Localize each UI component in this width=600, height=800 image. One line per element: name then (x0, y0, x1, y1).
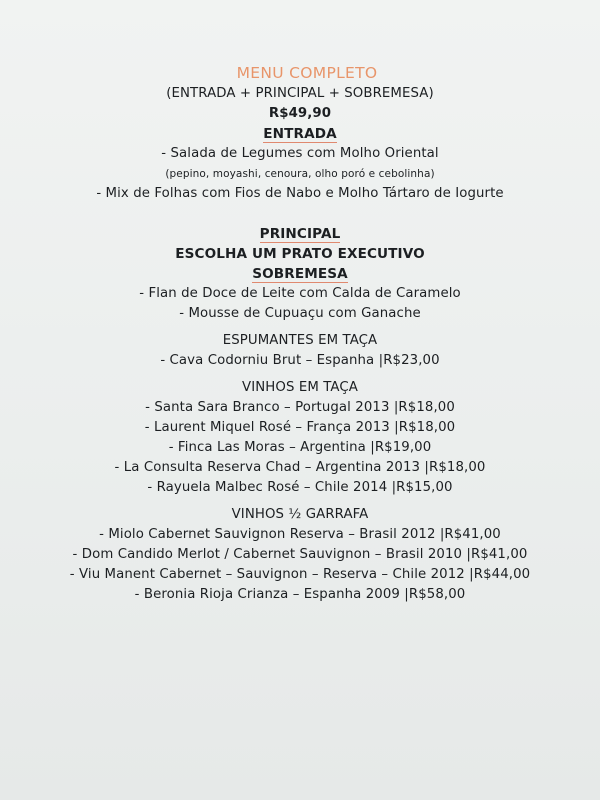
vinhos-taca-item-4: - La Consulta Reserva Chad – Argentina 2013 |R$18,00 (114, 460, 486, 475)
section-heading-vinhos-garrafa: VINHOS ½ GARRAFA (231, 507, 369, 522)
sobremesa-item-1: - Flan de Doce de Leite com Calda de Caramelo (139, 286, 461, 301)
entrada-item-2: - Mix de Folhas com Fios de Nabo e Molho Tártaro de Iogurte (96, 186, 504, 201)
vinhos-garrafa-item-2: - Dom Candido Merlot / Cabernet Sauvignon – Brasil 2010 |R$41,00 (72, 547, 528, 562)
menu-price: R$49,90 (268, 106, 332, 121)
vinhos-garrafa-item-4: - Beronia Rioja Crianza – Espanha 2009 |R$58,00 (134, 587, 466, 602)
vinhos-garrafa-item-3: - Viu Manent Cabernet – Sauvignon – Reserva – Chile 2012 |R$44,00 (69, 567, 531, 582)
section-heading-sobremesa (0, 264, 600, 284)
vinhos-taca-item-3: - Finca Las Moras – Argentina |R$19,00 (168, 440, 432, 455)
vinhos-taca-item-2: - Laurent Miquel Rosé – França 2013 |R$18,00 (144, 420, 456, 435)
entrada-item-1-note: (pepino, moyashi, cenoura, olho poró e cebolinha) (165, 168, 435, 180)
menu-subtitle: (ENTRADA + PRINCIPAL + SOBREMESA) (166, 86, 434, 101)
vinhos-taca-item-1: - Santa Sara Branco – Portugal 2013 |R$18,00 (145, 400, 455, 415)
espumantes-item-1: - Cava Codorniu Brut – Espanha |R$23,00 (160, 353, 440, 368)
section-heading-vinhos-taca: VINHOS EM TAÇA (242, 380, 358, 395)
section-heading-principal (0, 224, 600, 244)
section-heading-entrada (0, 124, 600, 144)
sobremesa-item-2: - Mousse de Cupuaçu com Ganache (179, 306, 421, 321)
principal-subheading: ESCOLHA UM PRATO EXECUTIVO (175, 246, 425, 262)
vinhos-taca-item-5: - Rayuela Malbec Rosé – Chile 2014 |R$15,00 (147, 480, 453, 495)
section-heading-espumantes: ESPUMANTES EM TAÇA (222, 333, 378, 348)
entrada-item-1: - Salada de Legumes com Molho Oriental (161, 146, 439, 161)
principal-heading-text: PRINCIPAL (259, 226, 341, 242)
vinhos-garrafa-item-1: - Miolo Cabernet Sauvignon Reserva – Brasil 2012 |R$41,00 (99, 527, 501, 542)
menu-content (0, 62, 600, 605)
entrada-heading-text: ENTRADA (263, 126, 337, 142)
sobremesa-heading-text: SOBREMESA (252, 266, 348, 282)
menu-title: MENU COMPLETO (236, 64, 378, 82)
